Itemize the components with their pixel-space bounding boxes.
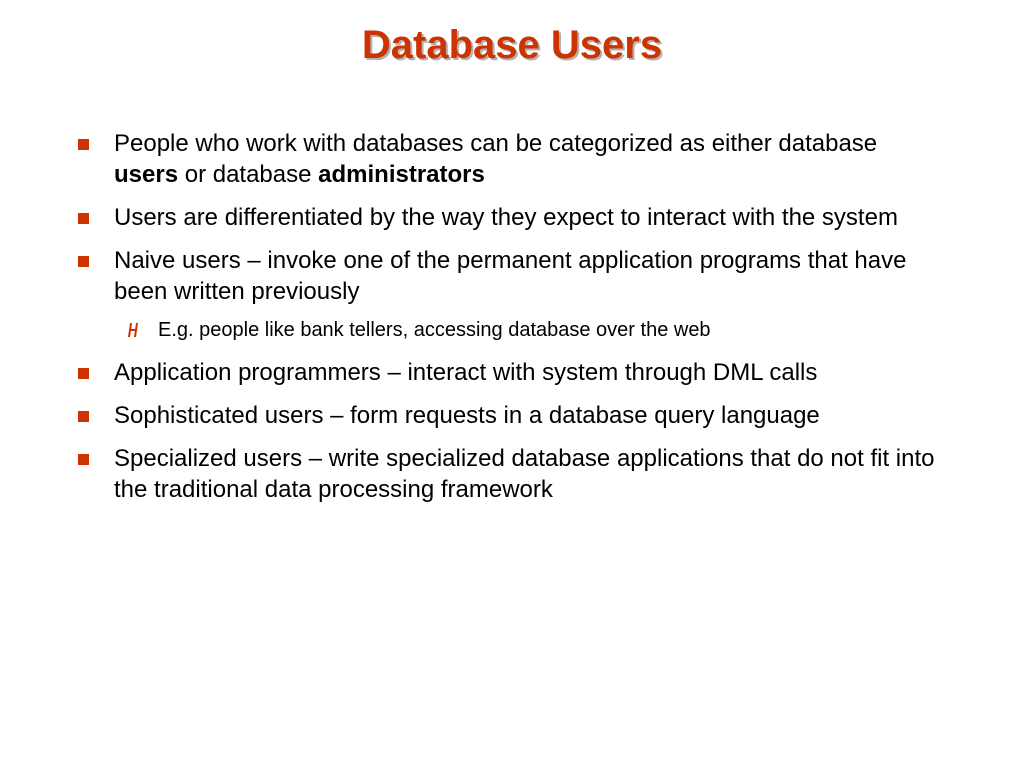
bullet-item-specialized-users — [0, 443, 1024, 505]
sub-bullet-text: E.g. people like bank tellers, accessing database over the web — [158, 319, 711, 341]
square-bullet-icon — [78, 454, 89, 465]
bullet-text: Naive users – invoke one of the permanent application programs that have been written previously — [114, 247, 907, 305]
bullet-item-naive-users — [0, 245, 1024, 307]
bullet-text-bold-users: users — [114, 161, 179, 188]
square-bullet-icon — [78, 213, 89, 224]
bullet-text: Sophisticated users – form requests in a database query language — [114, 402, 820, 429]
bullet-text: Specialized users – write specialized database applications that do not fit into the traditional data processing framework — [114, 445, 935, 503]
bullet-item-differentiated — [0, 202, 1024, 233]
square-bullet-icon — [78, 139, 89, 150]
bullet-text: Users are differentiated by the way they expect to interact with the system — [114, 204, 898, 231]
square-bullet-icon — [78, 411, 89, 422]
bullet-item-sophisticated-users — [0, 400, 1024, 431]
bullet-text-part: People who work with databases can be categorized as either database — [114, 130, 878, 157]
bullet-text-part: or database — [178, 161, 319, 188]
square-bullet-icon — [78, 256, 89, 267]
bullet-item-application-programmers — [0, 357, 1024, 388]
h-bullet-icon — [126, 321, 142, 339]
slide-title: Database Users — [361, 23, 663, 67]
square-bullet-icon — [78, 368, 89, 379]
bullet-list — [0, 128, 1024, 517]
sub-bullet-item-example — [0, 317, 1024, 343]
bullet-text: Application programmers – interact with system through DML calls — [114, 359, 818, 386]
bullet-text — [114, 130, 877, 188]
bullet-text-bold-administrators: administrators — [318, 161, 485, 188]
bullet-item-categorized — [0, 128, 1024, 190]
